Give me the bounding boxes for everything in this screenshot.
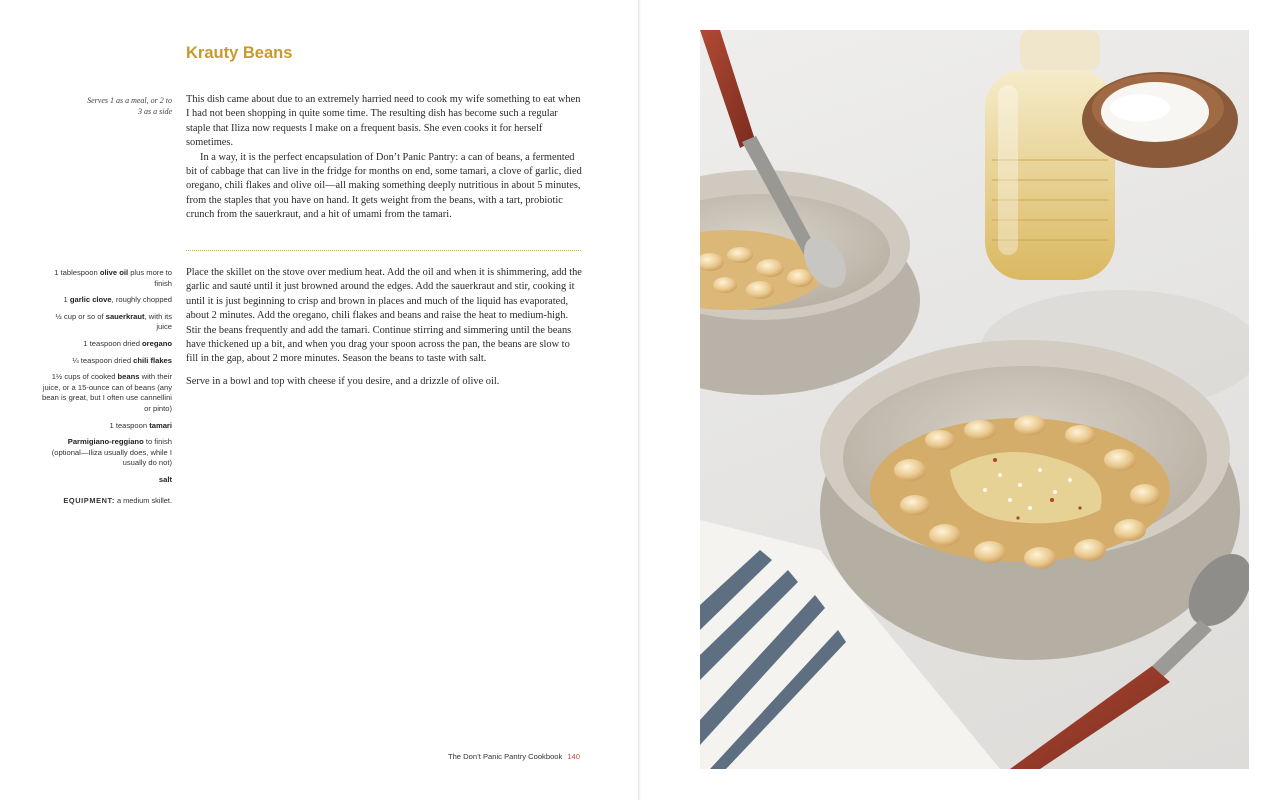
ingredient-item: ½ cup or so of sauerkraut, with its juice	[55, 311, 172, 332]
equipment-note	[40, 496, 172, 507]
page-number: 140	[567, 752, 580, 761]
food-photo	[700, 30, 1249, 769]
dotted-divider	[186, 250, 581, 251]
equipment-text: a medium skillet.	[114, 495, 172, 505]
ingredient-item: 1 teaspoon dried oregano	[83, 338, 172, 348]
ingredient-list	[40, 268, 172, 506]
recipe-intro	[186, 93, 582, 223]
salt-bowl	[1082, 72, 1238, 168]
olive-oil-jar	[985, 30, 1115, 280]
ingredient-item: 1 garlic clove, roughly chopped	[63, 295, 172, 305]
book-gutter	[638, 0, 641, 800]
back-bowl	[700, 170, 920, 395]
equipment-label: EQUIPMENT:	[63, 495, 115, 505]
book-title: The Don’t Panic Pantry Cookbook	[447, 752, 563, 761]
ingredient-item: 1 tablespoon olive oil plus more to finish	[54, 268, 172, 288]
ingredient-item: ¼ teaspoon dried chili flakes	[72, 355, 172, 365]
serves-note: Serves 1 as a meal, or 2 to 3 as a side	[87, 96, 172, 116]
left-page	[0, 0, 638, 800]
ingredient-item: salt	[158, 474, 172, 484]
ingredient-item: 1½ cups of cooked beans with their juice, or a 15-ounce can of beans (any bean is great, but I often use cannellini or pinto)	[41, 372, 172, 413]
ingredient-item: 1 teaspoon tamari	[109, 420, 172, 430]
method-paragraph: Serve in a bowl and top with cheese if you desire, and a drizzle of olive oil.	[186, 375, 500, 387]
recipe-title: Krauty Beans	[186, 44, 293, 62]
front-bowl	[820, 340, 1240, 660]
recipe-method	[186, 266, 582, 397]
intro-paragraph: In a way, it is the perfect encapsulation of Don’t Panic Pantry: a can of beans, a fermented bit of cabbage that can live in the fridge for months on end, some tamari, a clove of garlic, died oregano, chili flakes and olive oil—all making something deeply nutritious in about 5 minutes, from the staples that you have on hand. It gets weight from the beans, with a tart, probiotic crunch from the sauerkraut, and a hit of umami from the tamari.	[186, 151, 582, 221]
intro-paragraph: This dish came about due to an extremely harried need to cook my wife something to eat when I had not been shopping in quite some time. The resulting dish has become such a regular staple that Iliza now requests I make on a frequent basis. She even cooks it for herself sometimes.	[186, 94, 581, 149]
method-paragraph: Place the skillet on the stove over medium heat. Add the oil and when it is shimmering, add the garlic and sauté until it just browned around the edges. Add the sauerkraut and stir, cooking it until it is just beginning to crisp and brown in places and much of the liquid has evaporated, about 2 minutes. Add the oregano, chili flakes and beans and raise the heat to medium-high. Stir the beans frequently and add the tamari. Continue stirring and simmering until the beans have thickened up a bit, and when you drag your spoon across the pan, the beans are slow to fill in the gap, about 2 more minutes. Season the beans to taste with salt.	[186, 267, 582, 365]
page-footer	[420, 752, 580, 761]
ingredient-item: Parmigiano-reggiano to finish (optional—Iliza usually does, while I usually do not)	[51, 437, 172, 468]
food-photo-illustration	[700, 30, 1249, 769]
